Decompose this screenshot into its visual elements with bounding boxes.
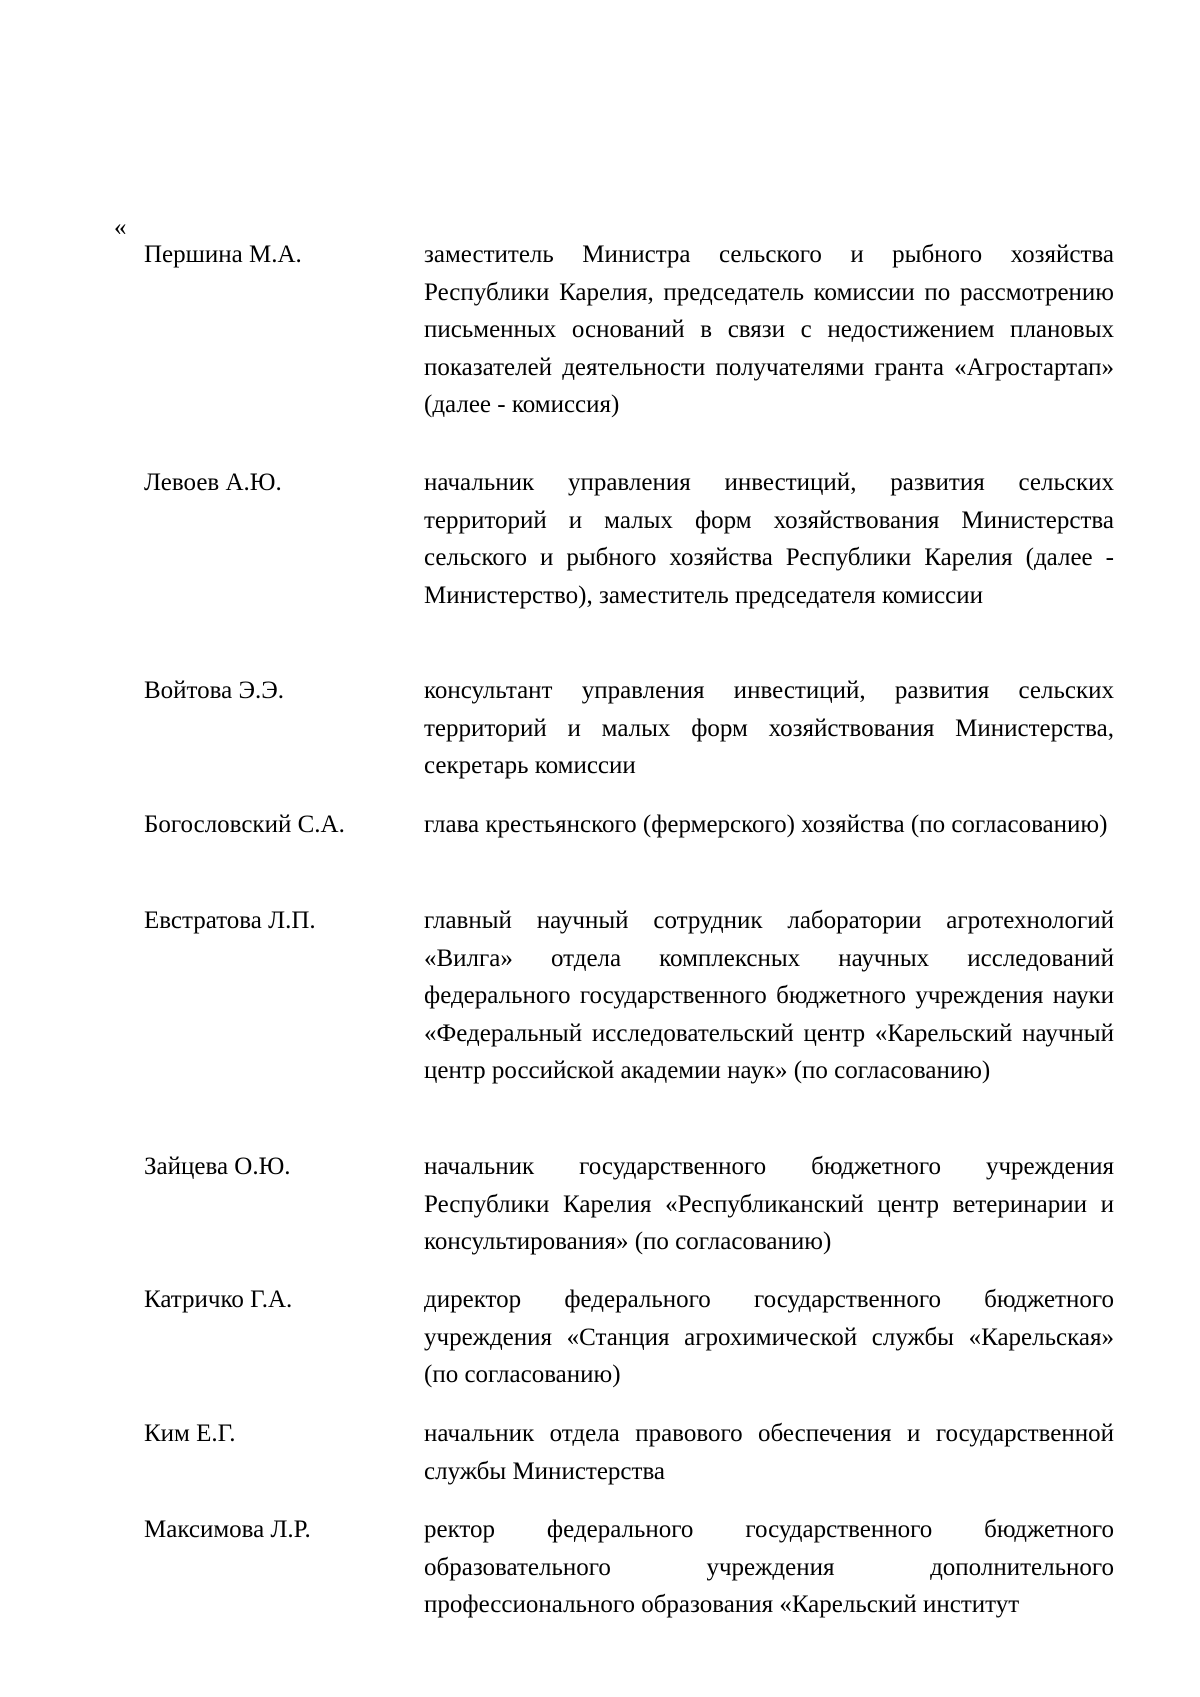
member-name: Першина М.А.: [144, 241, 302, 268]
member-name: Ким Е.Г.: [144, 1420, 236, 1447]
member-entry: [144, 672, 1114, 785]
member-entry: [144, 1511, 1114, 1624]
member-role: глава крестьянского (фермерского) хозяйства (по согласованию): [424, 811, 1108, 838]
member-entry: [144, 236, 1114, 424]
member-name: Зайцева О.Ю.: [144, 1153, 291, 1180]
member-role: начальник управления инвестиций, развития сельских территорий и малых форм хозяйствования Министерства сельского и рыбного хозяйства Республики Карелия (далее - Министерство), заместитель председателя комиссии: [424, 469, 1114, 609]
member-name: Евстратова Л.П.: [144, 907, 316, 934]
member-role: начальник государственного бюджетного учреждения Республики Карелия «Республиканский центр ветеринарии и консультирования» (по согласованию): [424, 1153, 1114, 1255]
member-role: заместитель Министра сельского и рыбного хозяйства Республики Карелия, председатель комиссии по рассмотрению письменных оснований в связи с недостижением плановых показателей деятельности получателями гранта «Агростартап» (далее - комиссия): [424, 241, 1114, 418]
member-entry: [144, 902, 1114, 1090]
member-entry: [144, 806, 1114, 844]
member-role: главный научный сотрудник лаборатории агротехнологий «Вилга» отдела комплексных научных исследований федерального государственного бюджетного учреждения науки «Федеральный исследовательский центр «Карельский научный центр российской академии наук» (по согласованию): [424, 907, 1114, 1084]
member-role: консультант управления инвестиций, развития сельских территорий и малых форм хозяйствования Министерства, секретарь комиссии: [424, 677, 1114, 779]
member-name: Войтова Э.Э.: [144, 677, 284, 704]
member-entry: [144, 1148, 1114, 1261]
opening-quote-mark: «: [114, 214, 127, 241]
member-entry: [144, 1281, 1114, 1394]
member-role: начальник отдела правового обеспечения и государственной службы Министерства: [424, 1420, 1114, 1485]
member-name: Максимова Л.Р.: [144, 1516, 311, 1543]
member-role: директор федерального государственного бюджетного учреждения «Станция агрохимической службы «Карельская» (по согласованию): [424, 1286, 1114, 1388]
member-entry: [144, 464, 1114, 614]
member-name: Богословский С.А.: [144, 811, 345, 838]
member-name: Левоев А.Ю.: [144, 469, 282, 496]
member-entry: [144, 1415, 1114, 1490]
member-name: Катричко Г.А.: [144, 1286, 293, 1313]
member-role: ректор федерального государственного бюджетного образовательного учреждения дополнительного профессионального образования «Карельский институт: [424, 1516, 1114, 1618]
